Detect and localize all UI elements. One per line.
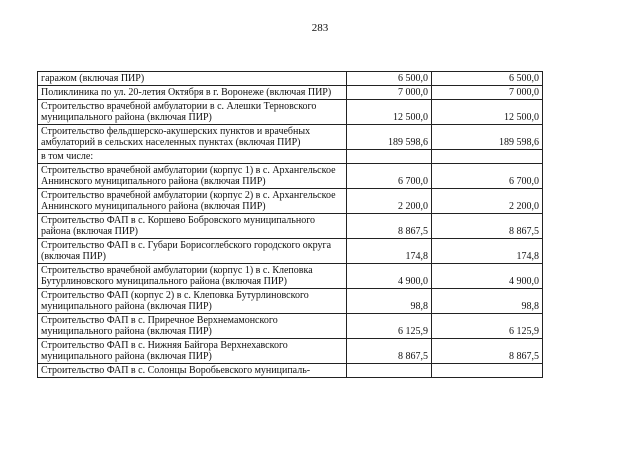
row-name: Строительство фельдшерско-акушерских пунктов и врачебных амбулаторий в сельских населенных пунктах (включая ПИР) — [38, 125, 347, 150]
row-value-1 — [347, 364, 432, 378]
row-value-1: 8 867,5 — [347, 339, 432, 364]
table-row — [38, 314, 543, 339]
table-row — [38, 100, 543, 125]
row-name: Поликлиника по ул. 20-летия Октября в г. Воронеже (включая ПИР) — [38, 86, 347, 100]
row-value-2 — [432, 150, 543, 164]
row-name: Строительство ФАП в с. Губари Борисоглебского городского округа (включая ПИР) — [38, 239, 347, 264]
row-name: гаражом (включая ПИР) — [38, 72, 347, 86]
table-row — [38, 289, 543, 314]
row-value-1: 8 867,5 — [347, 214, 432, 239]
row-name: Строительство врачебной амбулатории (корпус 1) в с. Клеповка Бутурлиновского муниципального района (включая ПИР) — [38, 264, 347, 289]
table-row — [38, 164, 543, 189]
row-value-2: 6 125,9 — [432, 314, 543, 339]
row-value-2 — [432, 364, 543, 378]
table-row — [38, 72, 543, 86]
row-value-1: 189 598,6 — [347, 125, 432, 150]
row-name: Строительство ФАП в с. Солонцы Воробьевского муниципаль- — [38, 364, 347, 378]
row-value-2: 174,8 — [432, 239, 543, 264]
row-name: Строительство врачебной амбулатории (корпус 1) в с. Архангельское Аннинского муниципального района (включая ПИР) — [38, 164, 347, 189]
row-value-1: 174,8 — [347, 239, 432, 264]
row-value-2: 189 598,6 — [432, 125, 543, 150]
row-value-2: 98,8 — [432, 289, 543, 314]
row-name: Строительство ФАП в с. Приречное Верхнемамонского муниципального района (включая ПИР) — [38, 314, 347, 339]
row-name: Строительство ФАП в с. Коршево Бобровского муниципального района (включая ПИР) — [38, 214, 347, 239]
row-value-1: 2 200,0 — [347, 189, 432, 214]
table-row — [38, 189, 543, 214]
table-row — [38, 86, 543, 100]
table-row — [38, 214, 543, 239]
row-value-2: 2 200,0 — [432, 189, 543, 214]
row-name: Строительство врачебной амбулатории (корпус 2) в с. Архангельское Аннинского муниципального района (включая ПИР) — [38, 189, 347, 214]
page-number: 283 — [311, 22, 329, 34]
budget-table — [37, 71, 543, 378]
row-value-1: 4 900,0 — [347, 264, 432, 289]
table-row — [38, 339, 543, 364]
row-value-1: 98,8 — [347, 289, 432, 314]
row-value-2: 12 500,0 — [432, 100, 543, 125]
row-value-2: 6 500,0 — [432, 72, 543, 86]
table-row — [38, 264, 543, 289]
row-name: в том числе: — [38, 150, 347, 164]
row-value-1: 6 500,0 — [347, 72, 432, 86]
row-name: Строительство ФАП в с. Нижняя Байгора Верхнехавского муниципального района (включая ПИР) — [38, 339, 347, 364]
row-value-2: 6 700,0 — [432, 164, 543, 189]
table-row — [38, 364, 543, 378]
row-value-1: 7 000,0 — [347, 86, 432, 100]
row-value-1: 6 700,0 — [347, 164, 432, 189]
row-value-2: 4 900,0 — [432, 264, 543, 289]
row-value-1: 12 500,0 — [347, 100, 432, 125]
row-value-1 — [347, 150, 432, 164]
row-name: Строительство ФАП (корпус 2) в с. Клеповка Бутурлиновского муниципального района (включая ПИР) — [38, 289, 347, 314]
row-value-2: 7 000,0 — [432, 86, 543, 100]
table-row — [38, 150, 543, 164]
row-value-2: 8 867,5 — [432, 339, 543, 364]
row-value-1: 6 125,9 — [347, 314, 432, 339]
table-row — [38, 239, 543, 264]
table-row — [38, 125, 543, 150]
row-value-2: 8 867,5 — [432, 214, 543, 239]
row-name: Строительство врачебной амбулатории в с. Алешки Терновского муниципального района (включая ПИР) — [38, 100, 347, 125]
